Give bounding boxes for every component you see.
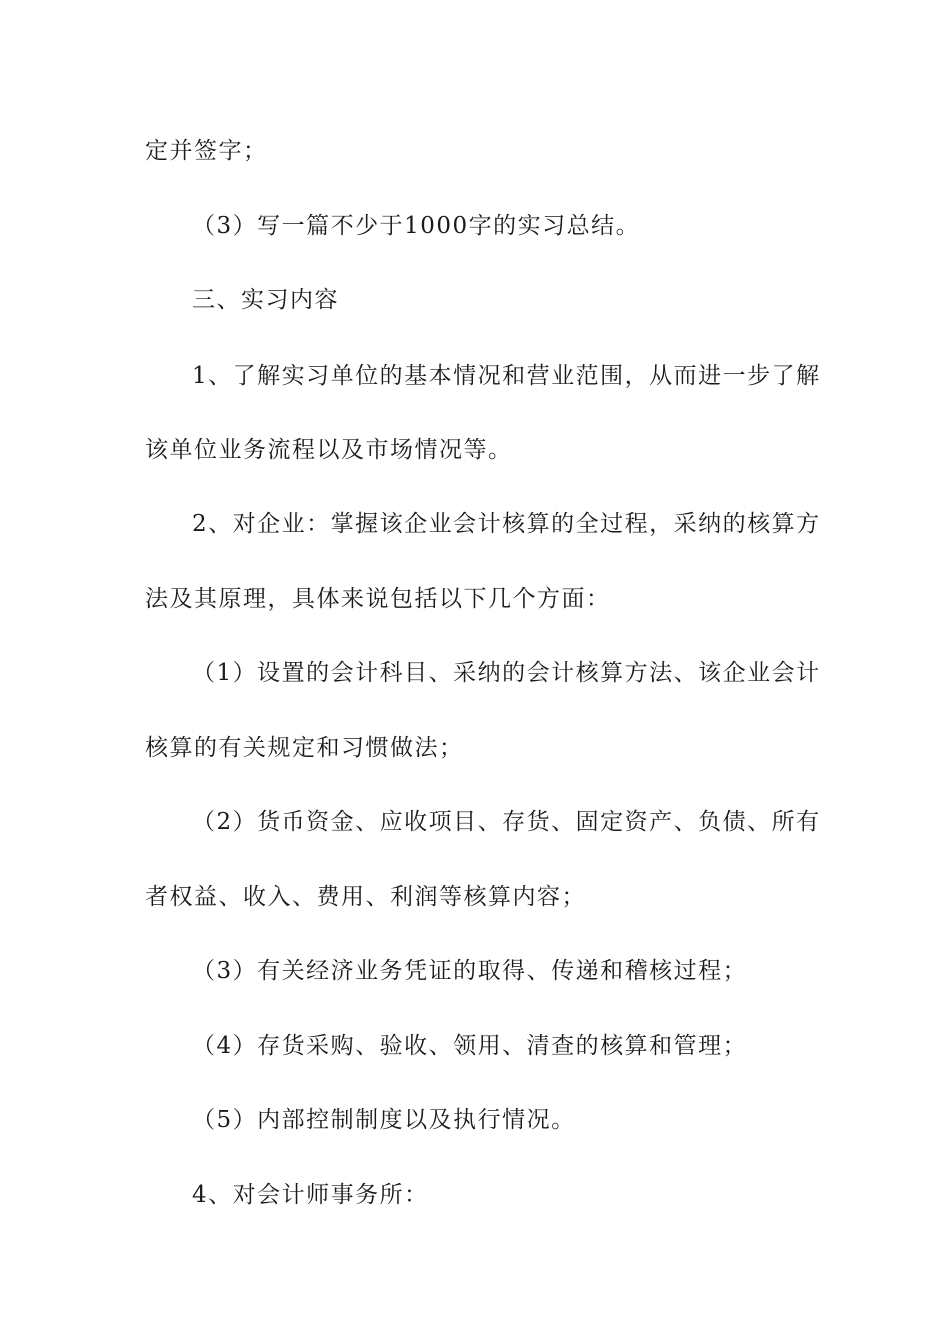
text-line-2: （3）写一篇不少于1000字的实习总结。 — [192, 213, 641, 239]
text-line-9: 核算的有关规定和习惯做法； — [145, 735, 464, 761]
text-line-6: 2、对企业：掌握该企业会计核算的全过程，采纳的核算方 — [192, 511, 821, 537]
text-line-13: （4）存货采购、验收、领用、清查的核算和管理； — [192, 1033, 748, 1059]
text-line-14: （5）内部控制制度以及执行情况。 — [192, 1107, 576, 1133]
text-line-7: 法及其原理，具体来说包括以下几个方面： — [145, 586, 611, 612]
text-line-11: 者权益、收入、费用、利润等核算内容； — [145, 884, 586, 910]
text-line-1: 定并签字； — [145, 138, 268, 164]
text-line-15: 4、对会计师事务所： — [192, 1182, 429, 1208]
text-line-8: （1）设置的会计科目、采纳的会计核算方法、该企业会计 — [192, 660, 821, 686]
section-heading: 三、实习内容 — [192, 287, 339, 313]
text-line-12: （3）有关经济业务凭证的取得、传递和稽核过程； — [192, 958, 748, 984]
text-line-10: （2）货币资金、应收项目、存货、固定资产、负债、所有 — [192, 809, 821, 835]
text-line-4: 1、了解实习单位的基本情况和营业范围，从而进一步了解 — [192, 363, 821, 389]
text-line-5: 该单位业务流程以及市场情况等。 — [145, 437, 513, 463]
